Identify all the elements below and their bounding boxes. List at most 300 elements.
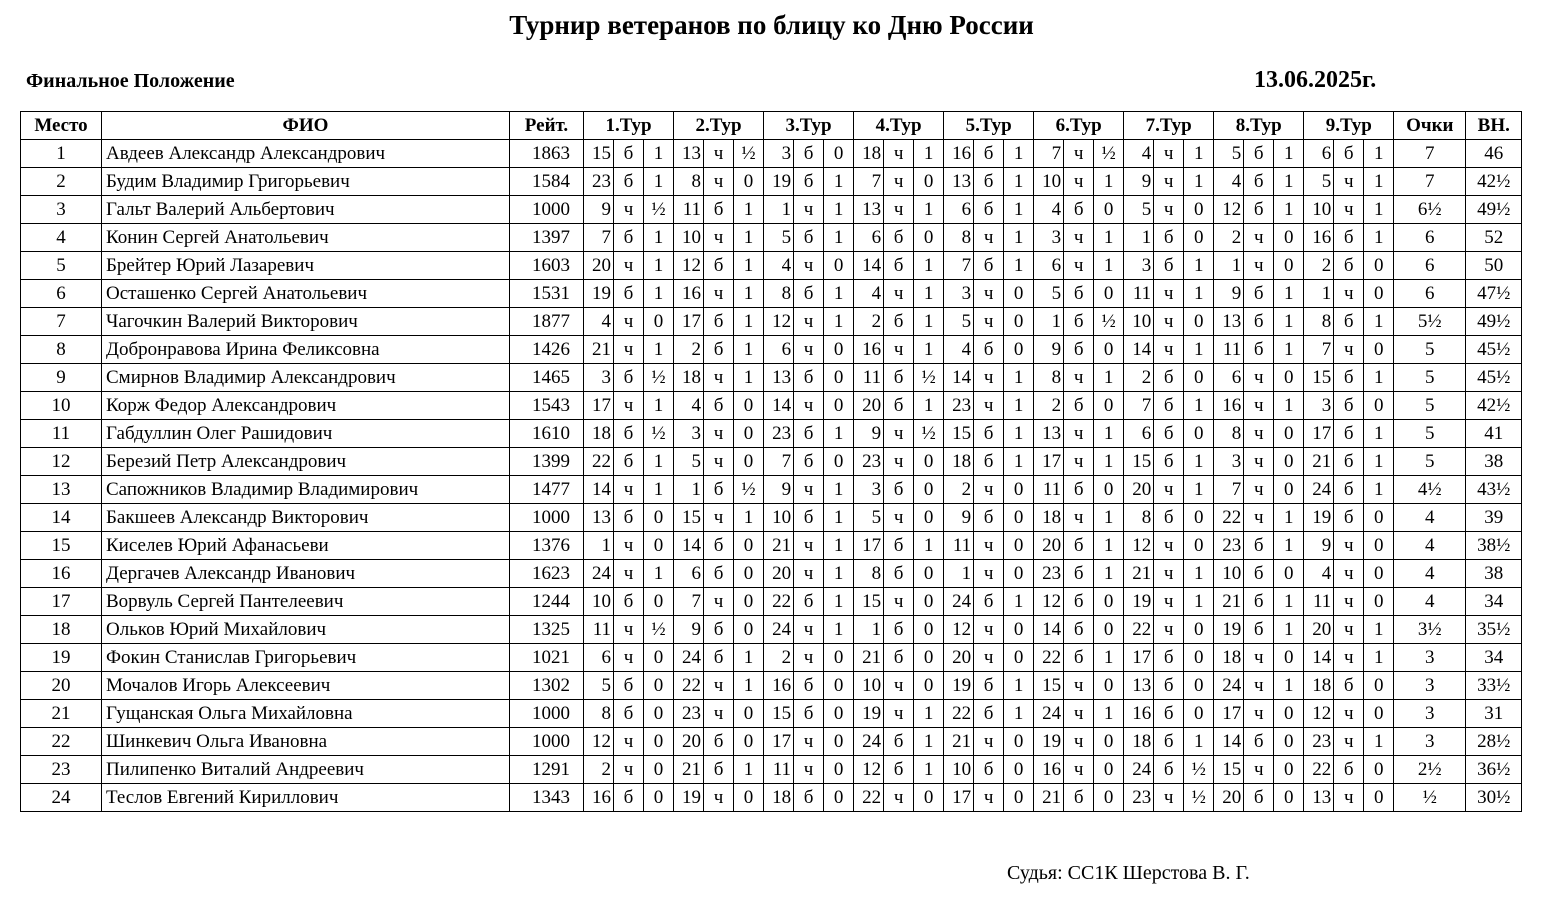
round-color-cell: ч bbox=[614, 392, 644, 420]
round-opponent-cell: 1 bbox=[1214, 252, 1244, 280]
round-result-cell: 1 bbox=[1364, 308, 1394, 336]
round-color-cell: ч bbox=[974, 224, 1004, 252]
round-result-cell: 0 bbox=[1184, 532, 1214, 560]
player-name-cell: Габдуллин Олег Рашидович bbox=[102, 420, 510, 448]
round-result-cell: 1 bbox=[1094, 644, 1124, 672]
round-result-cell: 0 bbox=[1274, 364, 1304, 392]
round-color-cell: б bbox=[704, 308, 734, 336]
place-cell: 14 bbox=[21, 504, 102, 532]
round-result-cell: 0 bbox=[1004, 644, 1034, 672]
round-result-cell: 0 bbox=[644, 784, 674, 812]
round-opponent-cell: 3 bbox=[1214, 448, 1244, 476]
round-opponent-cell: 9 bbox=[944, 504, 974, 532]
tournament-date: 13.06.2025г. bbox=[1254, 67, 1377, 93]
round-result-cell: 1 bbox=[1004, 392, 1034, 420]
round-result-cell: 0 bbox=[734, 448, 764, 476]
round-result-cell: 1 bbox=[1274, 504, 1304, 532]
round-color-cell: б bbox=[1244, 532, 1274, 560]
round-color-cell: ч bbox=[1154, 476, 1184, 504]
round-opponent-cell: 16 bbox=[944, 140, 974, 168]
points-cell: 5 bbox=[1394, 448, 1466, 476]
round-color-cell: б bbox=[1064, 308, 1094, 336]
round-result-cell: 1 bbox=[1004, 420, 1034, 448]
round-opponent-cell: 18 bbox=[584, 420, 614, 448]
round-color-cell: ч bbox=[614, 532, 644, 560]
round-result-cell: ½ bbox=[644, 420, 674, 448]
round-color-cell: ч bbox=[614, 336, 644, 364]
round-result-cell: 1 bbox=[1274, 140, 1304, 168]
round-result-cell: 1 bbox=[1364, 364, 1394, 392]
round-opponent-cell: 4 bbox=[944, 336, 974, 364]
round-opponent-cell: 21 bbox=[584, 336, 614, 364]
player-name-cell: Сапожников Владимир Владимирович bbox=[102, 476, 510, 504]
round-opponent-cell: 12 bbox=[854, 756, 884, 784]
round-opponent-cell: 22 bbox=[1124, 616, 1154, 644]
round-opponent-cell: 15 bbox=[944, 420, 974, 448]
round-opponent-cell: 13 bbox=[854, 196, 884, 224]
round-opponent-cell: 1 bbox=[1304, 280, 1334, 308]
player-name-cell: Ольков Юрий Михайлович bbox=[102, 616, 510, 644]
points-cell: 4 bbox=[1394, 532, 1466, 560]
round-result-cell: 0 bbox=[1184, 420, 1214, 448]
round-color-cell: ч bbox=[794, 476, 824, 504]
round-opponent-cell: 14 bbox=[584, 476, 614, 504]
round-result-cell: ½ bbox=[644, 616, 674, 644]
round-opponent-cell: 5 bbox=[1214, 140, 1244, 168]
table-row bbox=[21, 560, 1522, 588]
round-color-cell: ч bbox=[614, 476, 644, 504]
round-color-cell: б bbox=[794, 280, 824, 308]
round-opponent-cell: 12 bbox=[674, 252, 704, 280]
round-opponent-cell: 14 bbox=[1214, 728, 1244, 756]
round-result-cell: 1 bbox=[1274, 672, 1304, 700]
points-cell: 6 bbox=[1394, 280, 1466, 308]
round-color-cell: ч bbox=[1334, 644, 1364, 672]
round-color-cell: б bbox=[614, 672, 644, 700]
round-color-cell: б bbox=[794, 168, 824, 196]
round-color-cell: б bbox=[1154, 420, 1184, 448]
round-result-cell: 1 bbox=[1094, 364, 1124, 392]
round-result-cell: 1 bbox=[1364, 168, 1394, 196]
round-opponent-cell: 19 bbox=[584, 280, 614, 308]
player-name-cell: Березий Петр Александрович bbox=[102, 448, 510, 476]
round-color-cell: б bbox=[614, 588, 644, 616]
round-result-cell: 1 bbox=[914, 392, 944, 420]
tiebreak-cell: 36½ bbox=[1466, 756, 1522, 784]
round-color-cell: б bbox=[884, 616, 914, 644]
round-color-cell: ч bbox=[884, 700, 914, 728]
round-opponent-cell: 4 bbox=[1214, 168, 1244, 196]
round-result-cell: 0 bbox=[734, 588, 764, 616]
round-result-cell: ½ bbox=[734, 140, 764, 168]
header-round-5: 5.Тур bbox=[944, 112, 1034, 140]
round-opponent-cell: 16 bbox=[1034, 756, 1064, 784]
round-opponent-cell: 15 bbox=[1034, 672, 1064, 700]
table-row bbox=[21, 672, 1522, 700]
round-opponent-cell: 11 bbox=[584, 616, 614, 644]
round-result-cell: 1 bbox=[644, 168, 674, 196]
round-result-cell: 0 bbox=[824, 672, 854, 700]
player-name-cell: Киселев Юрий Афанасьеви bbox=[102, 532, 510, 560]
round-opponent-cell: 17 bbox=[944, 784, 974, 812]
table-row bbox=[21, 336, 1522, 364]
points-cell: 4 bbox=[1394, 504, 1466, 532]
round-color-cell: б bbox=[704, 644, 734, 672]
round-color-cell: б bbox=[704, 616, 734, 644]
round-color-cell: ч bbox=[1064, 420, 1094, 448]
place-cell: 20 bbox=[21, 672, 102, 700]
round-color-cell: б bbox=[1244, 588, 1274, 616]
round-color-cell: ч bbox=[614, 560, 644, 588]
round-result-cell: 1 bbox=[1004, 588, 1034, 616]
round-color-cell: б bbox=[1334, 504, 1364, 532]
round-opponent-cell: 15 bbox=[584, 140, 614, 168]
round-opponent-cell: 5 bbox=[1124, 196, 1154, 224]
round-opponent-cell: 24 bbox=[584, 560, 614, 588]
points-cell: 4½ bbox=[1394, 476, 1466, 504]
round-opponent-cell: 23 bbox=[944, 392, 974, 420]
round-opponent-cell: 23 bbox=[674, 700, 704, 728]
round-result-cell: 1 bbox=[1274, 308, 1304, 336]
round-opponent-cell: 20 bbox=[854, 392, 884, 420]
round-color-cell: ч bbox=[1154, 784, 1184, 812]
round-result-cell: 0 bbox=[1094, 784, 1124, 812]
round-opponent-cell: 21 bbox=[854, 644, 884, 672]
round-result-cell: 1 bbox=[644, 448, 674, 476]
round-result-cell: 1 bbox=[1094, 168, 1124, 196]
round-result-cell: 1 bbox=[644, 336, 674, 364]
page-subtitle: Финальное Положение bbox=[26, 70, 235, 92]
round-color-cell: б bbox=[704, 336, 734, 364]
points-cell: 5 bbox=[1394, 364, 1466, 392]
rating-cell: 1623 bbox=[510, 560, 584, 588]
round-opponent-cell: 13 bbox=[1034, 420, 1064, 448]
round-result-cell: 1 bbox=[1094, 700, 1124, 728]
round-color-cell: б bbox=[1064, 644, 1094, 672]
round-opponent-cell: 2 bbox=[674, 336, 704, 364]
round-opponent-cell: 19 bbox=[764, 168, 794, 196]
round-color-cell: ч bbox=[1154, 336, 1184, 364]
round-result-cell: ½ bbox=[1094, 140, 1124, 168]
round-opponent-cell: 18 bbox=[1124, 728, 1154, 756]
round-color-cell: ч bbox=[974, 280, 1004, 308]
round-color-cell: ч bbox=[1334, 168, 1364, 196]
round-result-cell: 0 bbox=[1364, 588, 1394, 616]
round-opponent-cell: 4 bbox=[1034, 196, 1064, 224]
round-opponent-cell: 4 bbox=[1124, 140, 1154, 168]
place-cell: 22 bbox=[21, 728, 102, 756]
round-opponent-cell: 9 bbox=[854, 420, 884, 448]
round-opponent-cell: 6 bbox=[944, 196, 974, 224]
player-name-cell: Конин Сергей Анатольевич bbox=[102, 224, 510, 252]
round-opponent-cell: 17 bbox=[1214, 700, 1244, 728]
points-cell: 6 bbox=[1394, 252, 1466, 280]
round-result-cell: 0 bbox=[1094, 280, 1124, 308]
player-name-cell: Гущанская Ольга Михайловна bbox=[102, 700, 510, 728]
round-opponent-cell: 10 bbox=[1124, 308, 1154, 336]
round-color-cell: б bbox=[1154, 224, 1184, 252]
round-color-cell: б bbox=[1154, 448, 1184, 476]
round-opponent-cell: 13 bbox=[1214, 308, 1244, 336]
round-opponent-cell: 12 bbox=[1034, 588, 1064, 616]
round-result-cell: 1 bbox=[824, 532, 854, 560]
tiebreak-cell: 42½ bbox=[1466, 168, 1522, 196]
round-result-cell: 1 bbox=[1004, 364, 1034, 392]
round-color-cell: б bbox=[1154, 392, 1184, 420]
round-color-cell: ч bbox=[974, 476, 1004, 504]
round-color-cell: ч bbox=[1154, 532, 1184, 560]
round-result-cell: 0 bbox=[914, 588, 944, 616]
round-opponent-cell: 12 bbox=[1214, 196, 1244, 224]
round-opponent-cell: 21 bbox=[1124, 560, 1154, 588]
round-opponent-cell: 18 bbox=[1304, 672, 1334, 700]
round-color-cell: б bbox=[1334, 672, 1364, 700]
round-opponent-cell: 8 bbox=[1124, 504, 1154, 532]
round-opponent-cell: 12 bbox=[1124, 532, 1154, 560]
round-opponent-cell: 2 bbox=[1034, 392, 1064, 420]
round-color-cell: б bbox=[794, 700, 824, 728]
round-result-cell: 1 bbox=[644, 140, 674, 168]
table-row bbox=[21, 476, 1522, 504]
round-opponent-cell: 7 bbox=[1304, 336, 1334, 364]
round-opponent-cell: 19 bbox=[1124, 588, 1154, 616]
place-cell: 15 bbox=[21, 532, 102, 560]
round-opponent-cell: 6 bbox=[674, 560, 704, 588]
header-place: Место bbox=[21, 112, 102, 140]
round-opponent-cell: 18 bbox=[1034, 504, 1064, 532]
round-color-cell: ч bbox=[614, 616, 644, 644]
round-opponent-cell: 18 bbox=[854, 140, 884, 168]
points-cell: 3 bbox=[1394, 700, 1466, 728]
round-opponent-cell: 11 bbox=[1034, 476, 1064, 504]
round-result-cell: 0 bbox=[1184, 196, 1214, 224]
round-color-cell: ч bbox=[704, 504, 734, 532]
round-opponent-cell: 7 bbox=[854, 168, 884, 196]
round-color-cell: б bbox=[1334, 308, 1364, 336]
round-result-cell: ½ bbox=[644, 364, 674, 392]
round-result-cell: 0 bbox=[1184, 672, 1214, 700]
round-result-cell: 0 bbox=[1004, 616, 1034, 644]
round-color-cell: ч bbox=[704, 672, 734, 700]
round-opponent-cell: 24 bbox=[854, 728, 884, 756]
round-result-cell: 1 bbox=[914, 728, 944, 756]
round-opponent-cell: 9 bbox=[1304, 532, 1334, 560]
round-color-cell: б bbox=[974, 196, 1004, 224]
round-color-cell: ч bbox=[1064, 700, 1094, 728]
round-opponent-cell: 17 bbox=[674, 308, 704, 336]
round-opponent-cell: 23 bbox=[854, 448, 884, 476]
round-color-cell: ч bbox=[1244, 672, 1274, 700]
round-opponent-cell: 16 bbox=[1124, 700, 1154, 728]
round-result-cell: 1 bbox=[1004, 672, 1034, 700]
round-color-cell: ч bbox=[614, 756, 644, 784]
round-color-cell: б bbox=[1154, 672, 1184, 700]
points-cell: 3½ bbox=[1394, 616, 1466, 644]
round-color-cell: б bbox=[1064, 476, 1094, 504]
header-round-2: 2.Тур bbox=[674, 112, 764, 140]
round-color-cell: б bbox=[1334, 364, 1364, 392]
round-result-cell: 0 bbox=[1094, 196, 1124, 224]
round-result-cell: 1 bbox=[1184, 336, 1214, 364]
round-color-cell: ч bbox=[704, 448, 734, 476]
points-cell: 3 bbox=[1394, 728, 1466, 756]
round-color-cell: б bbox=[1064, 532, 1094, 560]
round-color-cell: ч bbox=[794, 392, 824, 420]
table-row bbox=[21, 448, 1522, 476]
round-opponent-cell: 22 bbox=[944, 700, 974, 728]
place-cell: 17 bbox=[21, 588, 102, 616]
round-opponent-cell: 19 bbox=[674, 784, 704, 812]
round-color-cell: б bbox=[974, 336, 1004, 364]
round-result-cell: 0 bbox=[1004, 532, 1034, 560]
round-result-cell: 0 bbox=[1094, 588, 1124, 616]
place-cell: 18 bbox=[21, 616, 102, 644]
round-color-cell: ч bbox=[704, 700, 734, 728]
player-name-cell: Осташенко Сергей Анатольевич bbox=[102, 280, 510, 308]
round-color-cell: ч bbox=[1334, 532, 1364, 560]
place-cell: 5 bbox=[21, 252, 102, 280]
place-cell: 24 bbox=[21, 784, 102, 812]
table-row bbox=[21, 784, 1522, 812]
player-name-cell: Теслов Евгений Кириллович bbox=[102, 784, 510, 812]
round-opponent-cell: 9 bbox=[1214, 280, 1244, 308]
round-result-cell: 0 bbox=[1364, 504, 1394, 532]
round-opponent-cell: 2 bbox=[1124, 364, 1154, 392]
round-opponent-cell: 9 bbox=[674, 616, 704, 644]
round-opponent-cell: 10 bbox=[674, 224, 704, 252]
round-result-cell: 0 bbox=[1184, 644, 1214, 672]
round-color-cell: ч bbox=[1154, 616, 1184, 644]
round-opponent-cell: 8 bbox=[1304, 308, 1334, 336]
round-opponent-cell: 23 bbox=[1214, 532, 1244, 560]
player-name-cell: Пилипенко Виталий Андреевич bbox=[102, 756, 510, 784]
round-opponent-cell: 18 bbox=[674, 364, 704, 392]
round-color-cell: ч bbox=[704, 168, 734, 196]
round-color-cell: б bbox=[794, 448, 824, 476]
round-color-cell: б bbox=[1334, 252, 1364, 280]
tiebreak-cell: 47½ bbox=[1466, 280, 1522, 308]
player-name-cell: Гальт Валерий Альбертович bbox=[102, 196, 510, 224]
round-color-cell: б bbox=[1334, 140, 1364, 168]
round-opponent-cell: 23 bbox=[1304, 728, 1334, 756]
round-opponent-cell: 23 bbox=[1124, 784, 1154, 812]
round-color-cell: б bbox=[1064, 560, 1094, 588]
round-result-cell: 1 bbox=[1274, 336, 1304, 364]
round-opponent-cell: 16 bbox=[764, 672, 794, 700]
round-opponent-cell: 12 bbox=[584, 728, 614, 756]
round-color-cell: ч bbox=[1064, 140, 1094, 168]
round-result-cell: 0 bbox=[914, 644, 944, 672]
round-result-cell: 0 bbox=[1274, 252, 1304, 280]
round-color-cell: ч bbox=[1154, 168, 1184, 196]
round-result-cell: 1 bbox=[1094, 560, 1124, 588]
round-opponent-cell: 15 bbox=[854, 588, 884, 616]
round-color-cell: б bbox=[1064, 616, 1094, 644]
round-color-cell: б bbox=[1334, 224, 1364, 252]
round-opponent-cell: 10 bbox=[1304, 196, 1334, 224]
round-opponent-cell: 1 bbox=[944, 560, 974, 588]
player-name-cell: Шинкевич Ольга Ивановна bbox=[102, 728, 510, 756]
round-opponent-cell: 8 bbox=[854, 560, 884, 588]
round-result-cell: 1 bbox=[1184, 280, 1214, 308]
table-row bbox=[21, 280, 1522, 308]
round-result-cell: 1 bbox=[1364, 196, 1394, 224]
player-name-cell: Брейтер Юрий Лазаревич bbox=[102, 252, 510, 280]
round-result-cell: 1 bbox=[824, 168, 854, 196]
round-opponent-cell: 3 bbox=[674, 420, 704, 448]
round-opponent-cell: 8 bbox=[584, 700, 614, 728]
round-result-cell: 0 bbox=[644, 644, 674, 672]
round-result-cell: 0 bbox=[1004, 784, 1034, 812]
round-color-cell: ч bbox=[884, 168, 914, 196]
round-color-cell: б bbox=[974, 756, 1004, 784]
round-opponent-cell: 15 bbox=[1214, 756, 1244, 784]
round-color-cell: ч bbox=[1064, 672, 1094, 700]
round-color-cell: б bbox=[1244, 784, 1274, 812]
round-color-cell: б bbox=[1244, 280, 1274, 308]
round-result-cell: 0 bbox=[1274, 784, 1304, 812]
round-color-cell: ч bbox=[1064, 224, 1094, 252]
round-color-cell: б bbox=[1334, 420, 1364, 448]
table-row bbox=[21, 756, 1522, 784]
table-row bbox=[21, 420, 1522, 448]
round-opponent-cell: 4 bbox=[854, 280, 884, 308]
rating-cell: 1000 bbox=[510, 728, 584, 756]
round-opponent-cell: 24 bbox=[764, 616, 794, 644]
round-result-cell: 1 bbox=[1004, 168, 1034, 196]
round-color-cell: б bbox=[974, 252, 1004, 280]
rating-cell: 1584 bbox=[510, 168, 584, 196]
round-result-cell: 1 bbox=[734, 280, 764, 308]
round-result-cell: 0 bbox=[914, 616, 944, 644]
round-result-cell: 0 bbox=[1364, 532, 1394, 560]
round-opponent-cell: 15 bbox=[674, 504, 704, 532]
tiebreak-cell: 34 bbox=[1466, 588, 1522, 616]
round-result-cell: 0 bbox=[1094, 392, 1124, 420]
round-color-cell: б bbox=[884, 476, 914, 504]
round-result-cell: 0 bbox=[914, 224, 944, 252]
round-opponent-cell: 2 bbox=[1304, 252, 1334, 280]
round-opponent-cell: 1 bbox=[854, 616, 884, 644]
round-result-cell: 1 bbox=[1094, 252, 1124, 280]
round-color-cell: б bbox=[884, 560, 914, 588]
rating-cell: 1543 bbox=[510, 392, 584, 420]
round-opponent-cell: 3 bbox=[944, 280, 974, 308]
tiebreak-cell: 49½ bbox=[1466, 308, 1522, 336]
round-color-cell: ч bbox=[884, 504, 914, 532]
round-color-cell: б bbox=[614, 224, 644, 252]
round-opponent-cell: 16 bbox=[854, 336, 884, 364]
round-opponent-cell: 6 bbox=[764, 336, 794, 364]
round-color-cell: б bbox=[1064, 588, 1094, 616]
round-color-cell: б bbox=[1244, 140, 1274, 168]
round-color-cell: ч bbox=[704, 280, 734, 308]
round-result-cell: 0 bbox=[1364, 756, 1394, 784]
round-result-cell: 1 bbox=[644, 392, 674, 420]
round-color-cell: б bbox=[1064, 336, 1094, 364]
judge-signature-line: Судья: СС1К Шерстова В. Г. bbox=[1007, 862, 1250, 884]
rating-cell: 1399 bbox=[510, 448, 584, 476]
table-header-row bbox=[21, 112, 1522, 140]
round-opponent-cell: 5 bbox=[764, 224, 794, 252]
round-result-cell: 0 bbox=[734, 560, 764, 588]
round-color-cell: б bbox=[1154, 700, 1184, 728]
round-opponent-cell: 23 bbox=[584, 168, 614, 196]
round-opponent-cell: 13 bbox=[584, 504, 614, 532]
round-opponent-cell: 10 bbox=[1214, 560, 1244, 588]
round-result-cell: 1 bbox=[734, 224, 764, 252]
round-color-cell: б bbox=[1244, 308, 1274, 336]
